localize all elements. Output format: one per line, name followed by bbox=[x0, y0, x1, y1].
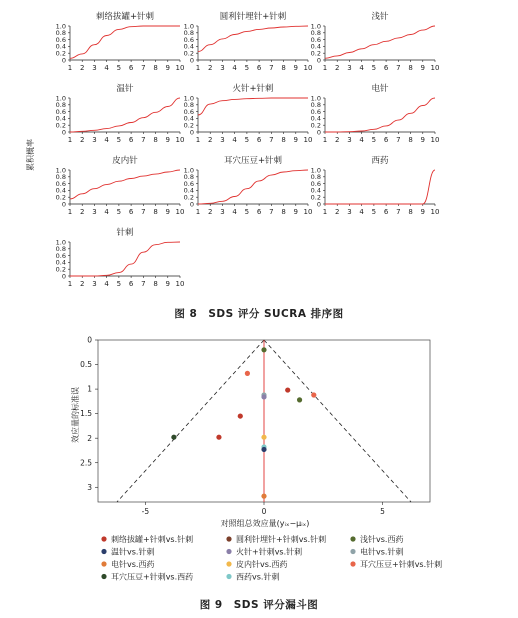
x-tick-label: 4 bbox=[104, 136, 109, 144]
sucra-curve bbox=[70, 26, 180, 58]
sucra-curve bbox=[325, 98, 435, 132]
y-tick-label: 0.2 bbox=[310, 193, 321, 202]
x-tick-label: 1 bbox=[322, 64, 328, 72]
legend-entry bbox=[226, 547, 302, 557]
sucra-panel bbox=[56, 83, 185, 144]
sucra-y-axis-label: 累积概率 bbox=[26, 139, 35, 171]
funnel-point bbox=[245, 371, 250, 376]
x-tick-label: 6 bbox=[383, 208, 389, 216]
funnel-point bbox=[238, 413, 243, 418]
x-tick-label: 8 bbox=[408, 208, 413, 216]
y-tick-label: 0.8 bbox=[183, 29, 194, 38]
x-tick-label: 1 bbox=[322, 208, 328, 216]
legend-label: 电针vs.针刺 bbox=[360, 547, 404, 557]
legend-marker bbox=[226, 574, 231, 579]
x-tick-label: 7 bbox=[141, 64, 146, 72]
x-tick-label: 10 bbox=[175, 136, 185, 144]
y-tick-label: 2 bbox=[87, 433, 92, 443]
x-tick-label: -5 bbox=[141, 507, 150, 516]
legend-label: 圆利针埋针+针刺vs.针刺 bbox=[236, 535, 327, 544]
sucra-panel bbox=[56, 155, 185, 216]
y-tick-label: 1.0 bbox=[55, 94, 66, 103]
x-tick-label: 9 bbox=[165, 280, 171, 288]
legend-label: 刺络拔罐+针刺vs.针刺 bbox=[111, 535, 194, 544]
x-tick-label: 4 bbox=[104, 208, 109, 216]
x-tick-label: 1 bbox=[67, 64, 73, 72]
x-tick-label: 2 bbox=[207, 136, 213, 144]
x-tick-label: 5 bbox=[244, 208, 250, 216]
x-tick-label: 4 bbox=[104, 64, 109, 72]
legend-marker bbox=[226, 561, 231, 566]
x-tick-label: 5 bbox=[371, 64, 377, 72]
x-tick-label: 8 bbox=[153, 208, 158, 216]
sucra-curve bbox=[70, 98, 180, 132]
sucra-panel-title: 耳穴压豆+针刺 bbox=[223, 156, 283, 166]
y-tick-label: 0 bbox=[61, 56, 66, 65]
x-tick-label: 9 bbox=[293, 208, 299, 216]
x-tick-label: 10 bbox=[430, 208, 440, 216]
y-tick-label: 0.6 bbox=[55, 251, 66, 260]
legend-label: 电针vs.西药 bbox=[111, 560, 155, 569]
x-tick-label: 5 bbox=[116, 64, 122, 72]
sucra-panel-title: 浅针 bbox=[371, 12, 389, 22]
x-tick-label: 5 bbox=[371, 136, 377, 144]
sucra-panel-title: 刺络拔罐+针刺 bbox=[95, 12, 155, 22]
y-tick-label: 0.8 bbox=[55, 245, 66, 254]
x-tick-label: 6 bbox=[128, 64, 134, 72]
funnel-x-axis-label: 对照组总效应量(yᵢₓ−μᵢₓ) bbox=[220, 519, 310, 528]
y-tick-label: 0 bbox=[61, 128, 66, 137]
x-tick-label: 9 bbox=[165, 208, 171, 216]
y-tick-label: 0.8 bbox=[55, 29, 66, 38]
sucra-curve bbox=[198, 26, 308, 52]
y-tick-label: 0 bbox=[61, 272, 66, 281]
y-tick-label: 0.2 bbox=[183, 193, 194, 202]
legend-marker bbox=[226, 536, 231, 541]
y-tick-label: 0.2 bbox=[310, 49, 321, 58]
x-tick-label: 3 bbox=[347, 64, 352, 72]
y-tick-label: 0.4 bbox=[183, 42, 194, 51]
y-tick-label: 0.2 bbox=[55, 265, 66, 274]
x-tick-label: 8 bbox=[153, 136, 158, 144]
legend-label: 皮内针vs.西药 bbox=[236, 560, 288, 569]
funnel-point bbox=[261, 394, 266, 399]
y-tick-label: 0.2 bbox=[55, 193, 66, 202]
x-tick-label: 1 bbox=[67, 136, 73, 144]
y-tick-label: 1.0 bbox=[183, 22, 194, 31]
legend-label: 温针vs.针刺 bbox=[111, 547, 155, 557]
y-tick-label: 0.4 bbox=[310, 42, 321, 51]
funnel-point bbox=[261, 435, 266, 440]
y-tick-label: 0.6 bbox=[55, 107, 66, 116]
x-tick-label: 7 bbox=[141, 280, 146, 288]
funnel-y-axis-label: 效应量的标准误 bbox=[71, 387, 80, 443]
y-tick-label: 1 bbox=[87, 384, 92, 394]
x-tick-label: 2 bbox=[207, 64, 213, 72]
x-tick-label: 4 bbox=[359, 136, 364, 144]
x-tick-label: 6 bbox=[256, 64, 262, 72]
y-tick-label: 0.4 bbox=[310, 114, 321, 123]
x-tick-label: 3 bbox=[347, 208, 352, 216]
y-tick-label: 0.6 bbox=[183, 35, 194, 44]
legend-entry bbox=[350, 547, 403, 557]
y-tick-label: 0.2 bbox=[183, 49, 194, 58]
y-tick-label: 0 bbox=[189, 128, 194, 137]
y-tick-label: 0.4 bbox=[55, 42, 66, 51]
x-tick-label: 2 bbox=[334, 208, 340, 216]
y-tick-label: 1.5 bbox=[80, 409, 92, 419]
sucra-panel bbox=[311, 11, 440, 72]
y-tick-label: 0.8 bbox=[310, 101, 321, 110]
x-tick-label: 7 bbox=[269, 136, 274, 144]
x-tick-label: 8 bbox=[408, 64, 413, 72]
x-tick-label: 6 bbox=[256, 136, 262, 144]
x-tick-label: 6 bbox=[128, 136, 134, 144]
x-tick-label: 6 bbox=[128, 280, 134, 288]
y-tick-label: 1.0 bbox=[55, 238, 66, 247]
y-tick-label: 0.4 bbox=[183, 186, 194, 195]
y-tick-label: 0.6 bbox=[55, 35, 66, 44]
y-tick-label: 1.0 bbox=[183, 94, 194, 103]
x-tick-label: 5 bbox=[380, 507, 385, 516]
y-tick-label: 0.6 bbox=[310, 179, 321, 188]
x-tick-label: 7 bbox=[141, 208, 146, 216]
x-tick-label: 1 bbox=[195, 136, 201, 144]
x-tick-label: 5 bbox=[116, 136, 122, 144]
x-tick-label: 6 bbox=[383, 136, 389, 144]
x-tick-label: 7 bbox=[269, 208, 274, 216]
sucra-panel-title: 温针 bbox=[116, 84, 134, 94]
y-tick-label: 0.8 bbox=[310, 29, 321, 38]
sucra-curve bbox=[325, 170, 435, 204]
x-tick-label: 1 bbox=[67, 208, 73, 216]
x-tick-label: 9 bbox=[165, 64, 171, 72]
legend-marker bbox=[101, 536, 106, 541]
x-tick-label: 9 bbox=[293, 64, 299, 72]
sucra-curve bbox=[198, 170, 308, 204]
x-tick-label: 10 bbox=[430, 64, 440, 72]
x-tick-label: 10 bbox=[175, 208, 185, 216]
x-tick-label: 9 bbox=[420, 136, 426, 144]
legend-label: 耳穴压豆+针刺vs.西药 bbox=[111, 572, 194, 582]
x-tick-label: 3 bbox=[92, 208, 97, 216]
y-tick-label: 0 bbox=[189, 200, 194, 209]
sucra-curve bbox=[70, 170, 180, 199]
sucra-panel bbox=[184, 83, 313, 144]
y-tick-label: 1.0 bbox=[55, 22, 66, 31]
legend-entry bbox=[101, 559, 154, 569]
x-tick-label: 0 bbox=[261, 507, 267, 516]
x-tick-label: 5 bbox=[116, 208, 122, 216]
x-tick-label: 10 bbox=[303, 208, 313, 216]
sucra-panel bbox=[311, 155, 440, 216]
legend-label: 火针+针刺vs.针刺 bbox=[236, 547, 303, 557]
x-tick-label: 8 bbox=[281, 208, 286, 216]
y-tick-label: 0.4 bbox=[183, 114, 194, 123]
legend-label: 耳穴压豆+针刺vs.针刺 bbox=[360, 560, 443, 569]
x-tick-label: 3 bbox=[220, 64, 225, 72]
x-tick-label: 1 bbox=[195, 64, 201, 72]
y-tick-label: 3 bbox=[87, 482, 92, 492]
legend-entry bbox=[350, 534, 403, 544]
x-tick-label: 3 bbox=[92, 136, 97, 144]
x-tick-label: 3 bbox=[347, 136, 352, 144]
legend-entry bbox=[101, 547, 154, 557]
x-tick-label: 8 bbox=[153, 64, 158, 72]
legend-entry bbox=[226, 572, 279, 582]
x-tick-label: 8 bbox=[281, 64, 286, 72]
x-tick-label: 4 bbox=[359, 64, 364, 72]
legend-marker bbox=[350, 536, 355, 541]
x-tick-label: 7 bbox=[396, 64, 401, 72]
y-tick-label: 0.6 bbox=[310, 107, 321, 116]
y-tick-label: 1.0 bbox=[55, 166, 66, 175]
sucra-panel bbox=[184, 155, 313, 216]
funnel-point bbox=[297, 397, 302, 402]
funnel-point bbox=[261, 447, 266, 452]
y-tick-label: 0.2 bbox=[55, 49, 66, 58]
x-tick-label: 4 bbox=[232, 64, 237, 72]
y-tick-label: 0.8 bbox=[183, 101, 194, 110]
sucra-panel bbox=[311, 83, 440, 144]
x-tick-label: 5 bbox=[244, 64, 250, 72]
legend-marker bbox=[101, 574, 106, 579]
y-tick-label: 2.5 bbox=[80, 458, 92, 468]
y-tick-label: 0.2 bbox=[310, 121, 321, 130]
y-tick-label: 0.8 bbox=[183, 173, 194, 182]
x-tick-label: 7 bbox=[396, 136, 401, 144]
x-tick-label: 10 bbox=[175, 280, 185, 288]
x-tick-label: 3 bbox=[220, 208, 225, 216]
y-tick-label: 0.6 bbox=[55, 179, 66, 188]
sucra-panel-title: 电针 bbox=[371, 84, 389, 94]
x-tick-label: 3 bbox=[220, 136, 225, 144]
y-tick-label: 0.4 bbox=[55, 114, 66, 123]
sucra-panel-title: 皮内针 bbox=[112, 156, 138, 166]
sucra-panel-title: 针刺 bbox=[116, 228, 134, 238]
x-tick-label: 2 bbox=[334, 64, 340, 72]
legend-entry bbox=[101, 572, 193, 582]
x-tick-label: 4 bbox=[232, 136, 237, 144]
funnel-point bbox=[285, 387, 290, 392]
funnel-point bbox=[261, 494, 266, 499]
legend-entry bbox=[226, 559, 287, 569]
sucra-panel bbox=[56, 227, 185, 288]
x-tick-label: 7 bbox=[269, 64, 274, 72]
x-tick-label: 2 bbox=[79, 136, 85, 144]
x-tick-label: 9 bbox=[420, 208, 426, 216]
x-tick-label: 8 bbox=[408, 136, 413, 144]
x-tick-label: 9 bbox=[293, 136, 299, 144]
y-tick-label: 0 bbox=[316, 200, 321, 209]
y-tick-label: 1.0 bbox=[310, 94, 321, 103]
funnel-point bbox=[261, 347, 266, 352]
y-tick-label: 0.4 bbox=[55, 186, 66, 195]
y-tick-label: 1.0 bbox=[310, 166, 321, 175]
x-tick-label: 10 bbox=[303, 136, 313, 144]
x-tick-label: 5 bbox=[116, 280, 122, 288]
sucra-curve bbox=[70, 242, 180, 276]
sucra-panel bbox=[56, 11, 185, 72]
x-tick-label: 4 bbox=[104, 280, 109, 288]
x-tick-label: 6 bbox=[256, 208, 262, 216]
x-tick-label: 2 bbox=[79, 208, 85, 216]
funnel-point bbox=[171, 435, 176, 440]
sucra-curve bbox=[325, 26, 435, 58]
sucra-figure bbox=[0, 0, 518, 300]
x-tick-label: 3 bbox=[92, 280, 97, 288]
x-tick-label: 2 bbox=[79, 64, 85, 72]
x-tick-label: 2 bbox=[79, 280, 85, 288]
y-tick-label: 0 bbox=[61, 200, 66, 209]
x-tick-label: 7 bbox=[141, 136, 146, 144]
x-tick-label: 8 bbox=[281, 136, 286, 144]
x-tick-label: 5 bbox=[371, 208, 377, 216]
y-tick-label: 0.8 bbox=[55, 173, 66, 182]
x-tick-label: 1 bbox=[67, 280, 73, 288]
legend-marker bbox=[101, 561, 106, 566]
x-tick-label: 5 bbox=[244, 136, 250, 144]
legend-label: 浅针vs.西药 bbox=[360, 535, 404, 544]
sucra-panel-title: 圆利针埋针+针刺 bbox=[219, 12, 287, 22]
funnel-point bbox=[311, 392, 316, 397]
funnel-figure bbox=[0, 330, 518, 600]
x-tick-label: 1 bbox=[195, 208, 201, 216]
legend-label: 西药vs.针刺 bbox=[236, 572, 280, 582]
figure-8-caption: 图 8 SDS 评分 SUCRA 排序图 bbox=[174, 308, 344, 320]
x-tick-label: 9 bbox=[420, 64, 426, 72]
y-tick-label: 0.2 bbox=[183, 121, 194, 130]
sucra-panel-title: 火针+针刺 bbox=[232, 84, 274, 94]
x-tick-label: 2 bbox=[207, 208, 213, 216]
x-tick-label: 3 bbox=[92, 64, 97, 72]
y-tick-label: 0.4 bbox=[310, 186, 321, 195]
x-tick-label: 8 bbox=[153, 280, 158, 288]
x-tick-label: 6 bbox=[383, 64, 389, 72]
x-tick-label: 7 bbox=[396, 208, 401, 216]
y-tick-label: 0.8 bbox=[55, 101, 66, 110]
x-tick-label: 1 bbox=[322, 136, 328, 144]
funnel-right-limit bbox=[264, 340, 411, 502]
legend-entry bbox=[101, 534, 193, 544]
figure-9-caption: 图 9 SDS 评分漏斗图 bbox=[199, 599, 319, 611]
y-tick-label: 1.0 bbox=[310, 22, 321, 31]
x-tick-label: 4 bbox=[232, 208, 237, 216]
x-tick-label: 10 bbox=[303, 64, 313, 72]
y-tick-label: 0 bbox=[316, 56, 321, 65]
y-tick-label: 0 bbox=[87, 335, 92, 345]
legend-marker bbox=[101, 549, 106, 554]
y-tick-label: 0.4 bbox=[55, 258, 66, 267]
x-tick-label: 2 bbox=[334, 136, 340, 144]
sucra-curve bbox=[198, 98, 308, 115]
sucra-panel bbox=[184, 11, 313, 72]
x-tick-label: 10 bbox=[175, 64, 185, 72]
legend-marker bbox=[350, 549, 355, 554]
y-tick-label: 0.2 bbox=[55, 121, 66, 130]
y-tick-label: 0.6 bbox=[183, 107, 194, 116]
y-tick-label: 0 bbox=[189, 56, 194, 65]
legend-marker bbox=[226, 549, 231, 554]
x-tick-label: 4 bbox=[359, 208, 364, 216]
legend-entry bbox=[350, 559, 442, 569]
funnel-point bbox=[216, 435, 221, 440]
y-tick-label: 1.0 bbox=[183, 166, 194, 175]
y-tick-label: 0.5 bbox=[80, 360, 92, 370]
y-tick-label: 0.6 bbox=[310, 35, 321, 44]
x-tick-label: 9 bbox=[165, 136, 171, 144]
x-tick-label: 6 bbox=[128, 208, 134, 216]
y-tick-label: 0 bbox=[316, 128, 321, 137]
y-tick-label: 0.8 bbox=[310, 173, 321, 182]
legend-entry bbox=[226, 534, 326, 544]
funnel-left-limit bbox=[117, 340, 264, 502]
x-tick-label: 10 bbox=[430, 136, 440, 144]
y-tick-label: 0.6 bbox=[183, 179, 194, 188]
sucra-panel-title: 西药 bbox=[371, 156, 389, 166]
legend-marker bbox=[350, 561, 355, 566]
